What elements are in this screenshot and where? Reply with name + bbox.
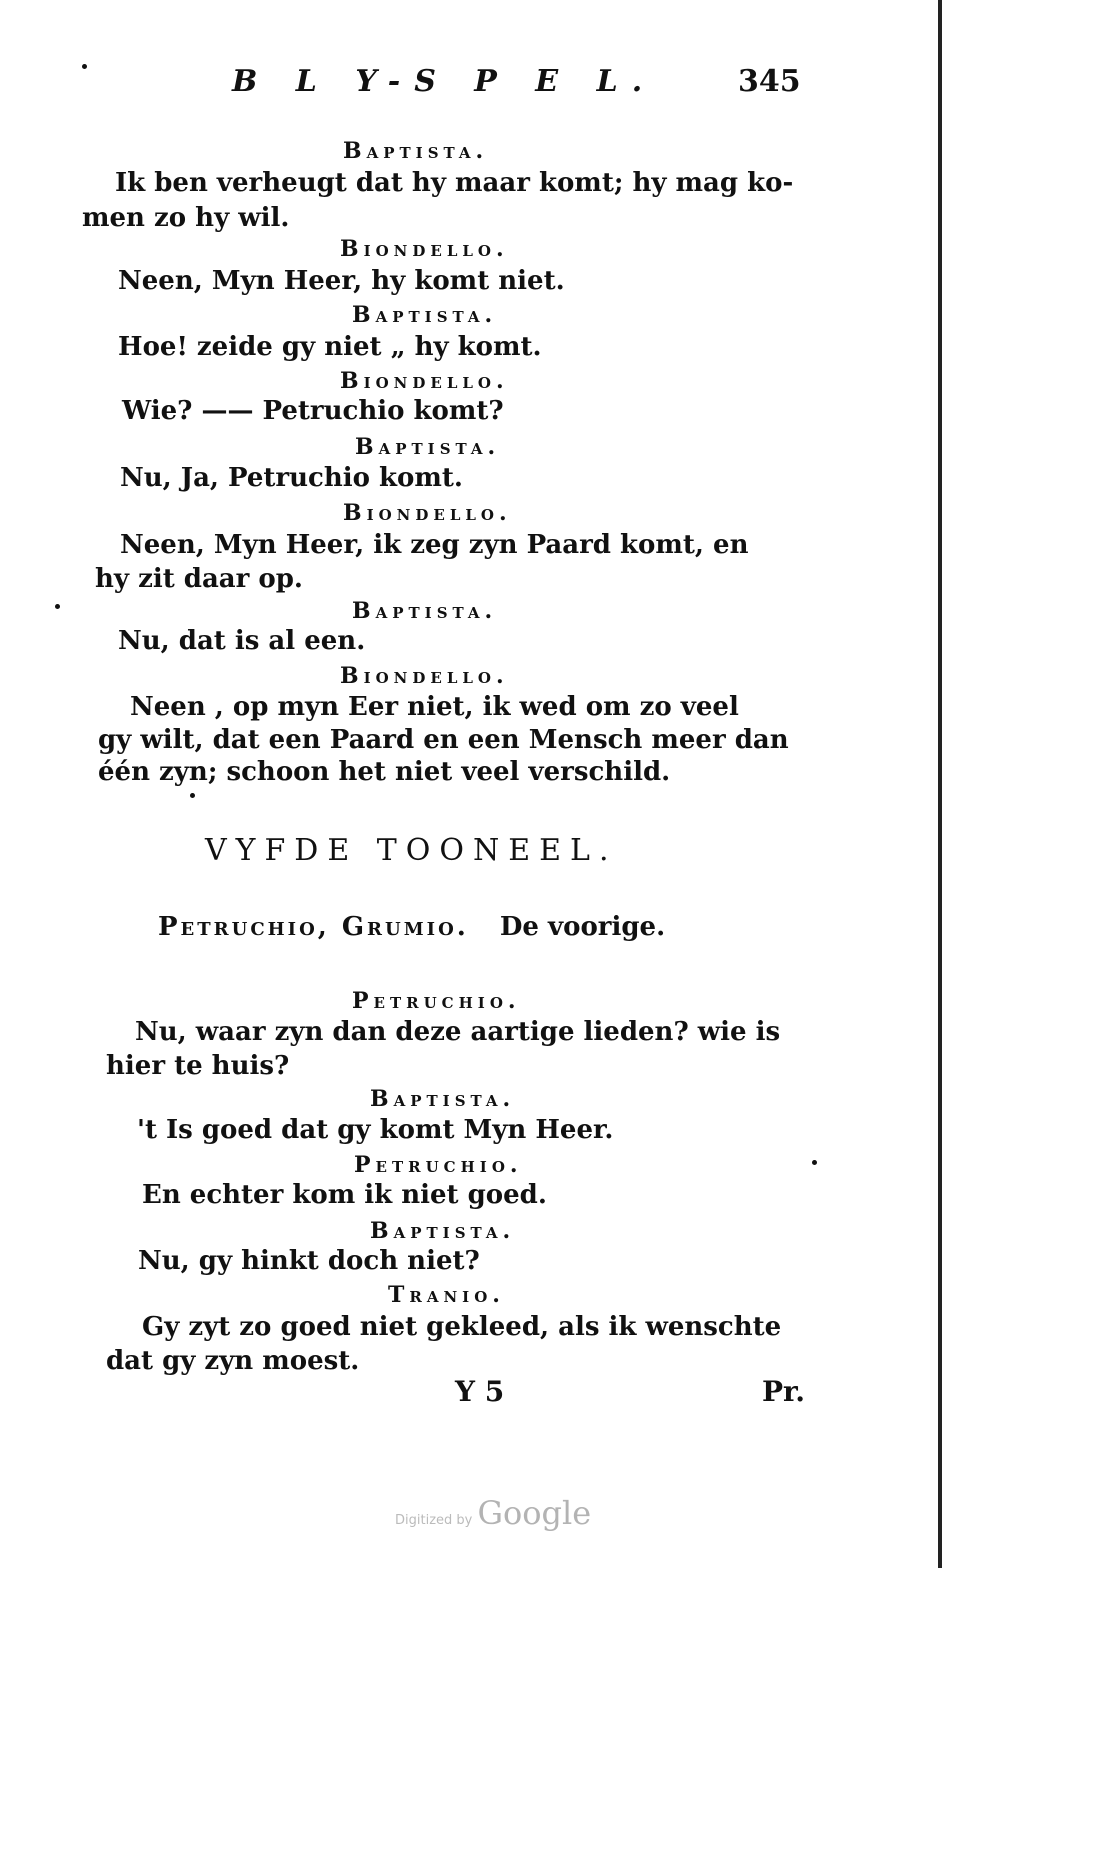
speaker-label: Biondello.: [340, 236, 509, 262]
google-logo: Google: [477, 1494, 592, 1532]
ink-speck: [55, 604, 60, 609]
speaker-label: Baptista.: [352, 302, 498, 328]
speaker-label: Biondello.: [343, 500, 512, 526]
speaker-label: Tranio.: [388, 1282, 505, 1308]
scene-heading: VYFDE TOONEEL.: [205, 833, 618, 868]
dialogue-line: Wie? —— Petruchio komt?: [122, 396, 504, 426]
dialogue-line: Nu, gy hinkt doch niet?: [138, 1246, 480, 1276]
dialogue-line: gy wilt, dat een Paard en een Mensch meer dan: [98, 725, 789, 755]
page-number: 345: [738, 64, 801, 99]
dialogue-line: Gy zyt zo goed niet gekleed, als ik wenschte: [142, 1312, 782, 1342]
speaker-label: Baptista.: [355, 434, 501, 460]
dialogue-line: Neen, Myn Heer, ik zeg zyn Paard komt, en: [120, 530, 749, 560]
dialogue-line: Neen, Myn Heer, hy komt niet.: [118, 266, 565, 296]
speaker-label: Baptista.: [370, 1218, 516, 1244]
catchword: Pr.: [762, 1375, 805, 1408]
cast-note: De voorige.: [499, 912, 666, 942]
ink-speck: [812, 1160, 817, 1165]
dialogue-line: hy zit daar op.: [95, 564, 303, 594]
dialogue-line: dat gy zyn moest.: [106, 1346, 360, 1376]
dialogue-line: Nu, Ja, Petruchio komt.: [120, 463, 463, 493]
dialogue-line: Ik ben verheugt dat hy maar komt; hy mag ko-: [115, 168, 794, 198]
running-title: B L Y-S P E L.: [232, 64, 657, 99]
dialogue-line: En echter kom ik niet goed.: [142, 1180, 547, 1210]
speaker-label: Biondello.: [340, 663, 509, 689]
ink-speck: [82, 64, 87, 69]
speaker-label: Biondello.: [340, 368, 509, 394]
dialogue-line: één zyn; schoon het niet veel verschild.: [98, 757, 671, 787]
speaker-label: Petruchio.: [354, 1152, 523, 1178]
digitized-watermark: [395, 1494, 591, 1532]
dialogue-line: men zo hy wil.: [82, 203, 290, 233]
speaker-label: Baptista.: [343, 138, 489, 164]
page-edge: [938, 0, 942, 1568]
signature-mark: Y 5: [455, 1375, 505, 1408]
watermark-prefix: Digitized by: [395, 1513, 473, 1528]
speaker-label: Petruchio.: [352, 988, 521, 1014]
dialogue-line: 't Is goed dat gy komt Myn Heer.: [137, 1115, 614, 1145]
speaker-label: Baptista.: [352, 598, 498, 624]
dialogue-line: hier te huis?: [106, 1051, 290, 1081]
speaker-label: Baptista.: [370, 1086, 516, 1112]
ink-speck: [190, 793, 195, 798]
dialogue-line: Hoe! zeide gy niet „ hy komt.: [118, 332, 542, 362]
dialogue-line: Nu, waar zyn dan deze aartige lieden? wie is: [135, 1017, 781, 1047]
dialogue-line: Neen , op myn Eer niet, ik wed om zo veel: [130, 692, 739, 722]
scene-cast: [158, 912, 665, 942]
cast-names: Petruchio, Grumio.: [158, 912, 469, 942]
dialogue-line: Nu, dat is al een.: [118, 626, 366, 656]
